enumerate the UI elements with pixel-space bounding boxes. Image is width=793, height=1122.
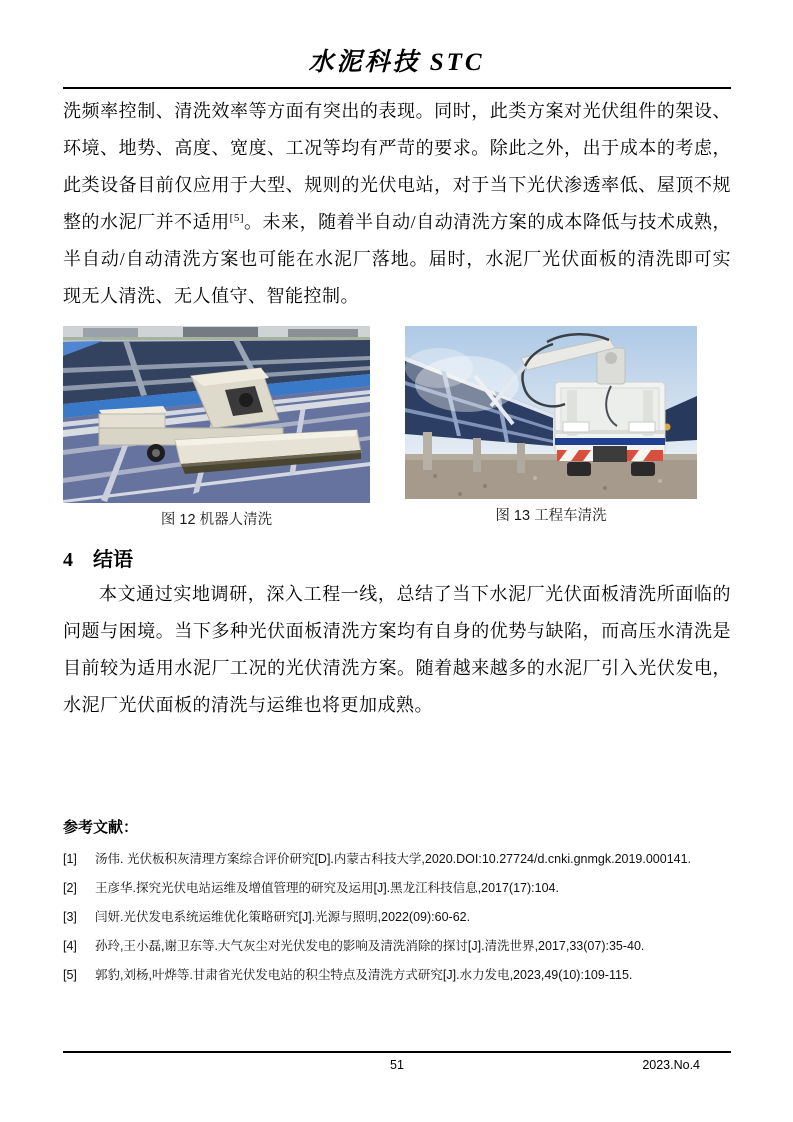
reference-text: 郭豹,刘杨,叶烨等.甘肃省光伏发电站的积尘特点及清洗方式研究[J].水力发电,2023,49(10):109-115. [95, 968, 633, 982]
reference-item-3 [63, 903, 731, 932]
figure-13-caption: 图 13 工程车清洗 [495, 508, 607, 524]
paragraph-cleaning-schemes [63, 89, 731, 315]
section-title: 结语 [93, 549, 133, 571]
reference-text: 闫妍.光伏发电系统运维优化策略研究[J].光源与照明,2022(09):60-62. [95, 910, 471, 924]
truck-cleaning-photo [405, 326, 697, 499]
reference-item-1 [63, 845, 731, 874]
reference-marker: [2] [63, 881, 77, 895]
references-heading: 参考文献： [63, 820, 139, 836]
figure-12-robot-cleaning [63, 326, 370, 529]
figure-12-caption: 图 12 机器人清洗 [160, 512, 273, 528]
reference-text: 汤伟. 光伏板积灰清理方案综合评价研究[D].内蒙古科技大学,2020.DOI:10.27724/d.cnki.gnmgk.2019.000141. [95, 852, 692, 866]
reference-item-5 [63, 961, 731, 990]
paragraph-conclusion: 本文通过实地调研，深入工程一线，总结了当下水泥厂光伏面板清洗所面临的问题与困境。当下多种光伏面板清洗方案均有自身的优势与缺陷，而高压水清洗是目前较为适用水泥厂工况的光伏清洗方案。随着越来越多的水泥厂引入光伏发电，水泥厂光伏面板的清洗与运维也将更加成熟。 [63, 584, 731, 715]
section-heading-conclusion [63, 543, 731, 572]
reference-item-2 [63, 874, 731, 903]
page-number: 51 [390, 1058, 404, 1072]
page-header [0, 0, 793, 89]
references-section [63, 816, 731, 990]
section-number: 4 [63, 549, 73, 571]
paragraph-text: 。未来，随着半自动/自动清洗方案的成本降低与技术成熟，半自动/自动清洗方案也可能在水泥厂落地。届时，水泥厂光伏面板的清洗即可实现无人清洗、无人值守、智能控制。 [63, 212, 732, 306]
robot-cleaning-photo [63, 326, 370, 503]
journal-title: 水泥科技 STC [308, 49, 485, 76]
reference-text: 孙玲,王小磊,谢卫东等.大气灰尘对光伏发电的影响及清洗消除的探讨[J].清洗世界,2017,33(07):35-40. [95, 939, 645, 953]
page-content [63, 89, 731, 724]
reference-marker: [5] [63, 968, 77, 982]
issue-label: 2023.No.4 [642, 1058, 700, 1072]
page-footer [63, 1051, 731, 1081]
paragraph-text: 洗频率控制、清洗效率等方面有突出的表现。同时，此类方案对光伏组件的架设、环境、地势、高度、宽度、工况等均有严苛的要求。除此之外，出于成本的考虑，此类设备目前仅应用于大型、规则的光伏电站，对于当下光伏渗透率低、屋顶不规整的水泥厂并不适用 [63, 101, 731, 232]
reference-marker: [1] [63, 852, 77, 866]
reference-marker: [4] [63, 939, 77, 953]
figure-13-truck-cleaning [405, 326, 697, 525]
citation-superscript-5: [5] [229, 212, 244, 224]
reference-item-4 [63, 932, 731, 961]
figures-row [63, 326, 731, 529]
reference-marker: [3] [63, 910, 77, 924]
reference-text: 王彦华.探究光伏电站运维及增值管理的研究及运用[J].黑龙江科技信息,2017(17):104. [95, 881, 559, 895]
